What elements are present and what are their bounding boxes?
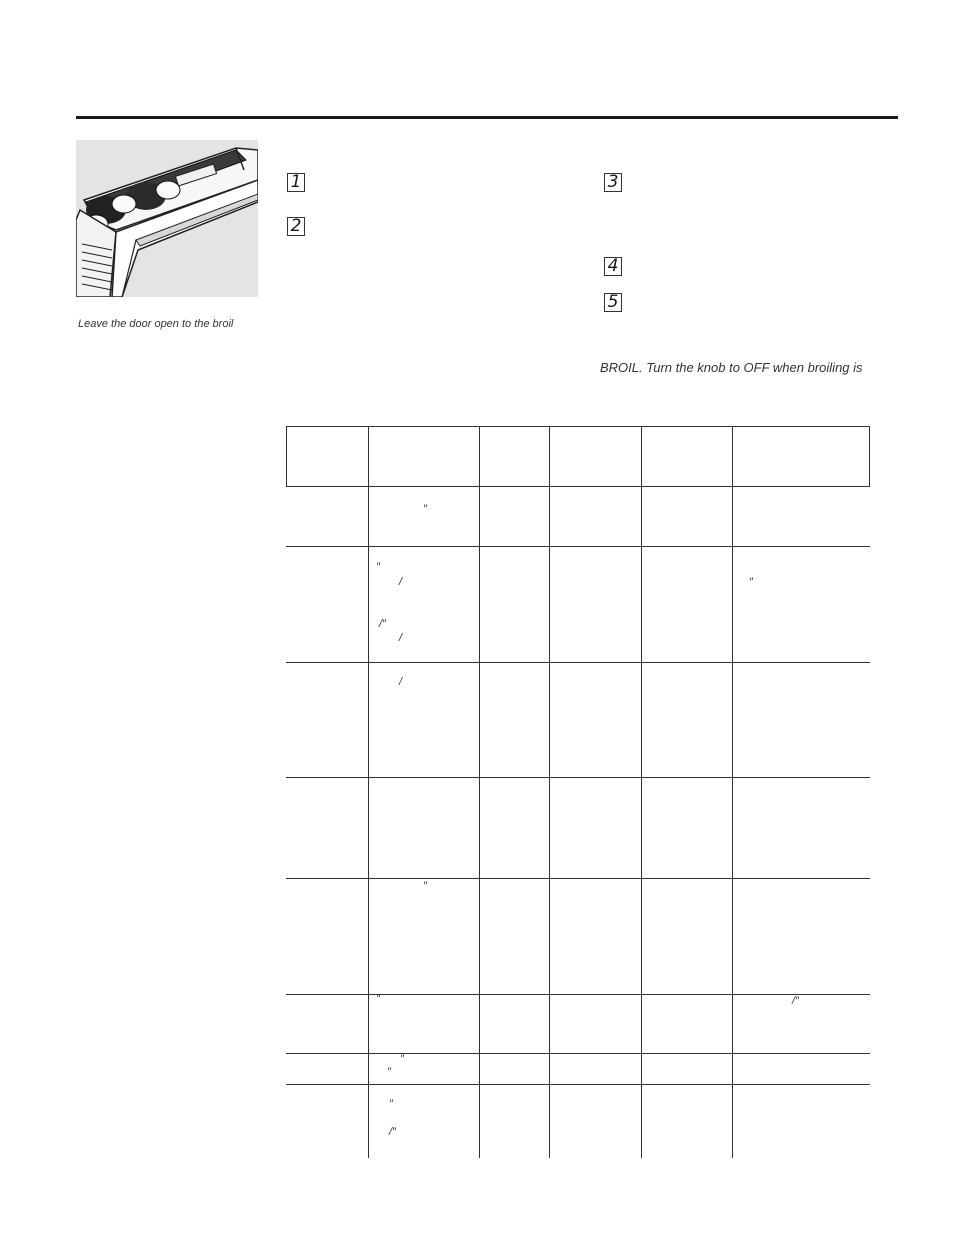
table-row-divider	[286, 878, 870, 879]
inch-mark: ″	[387, 1066, 391, 1078]
slash-inch-mark: /″	[389, 1126, 396, 1138]
slash-inch-mark: /″	[792, 995, 799, 1007]
table-row-divider	[286, 486, 870, 487]
table-row-divider	[286, 426, 870, 427]
table-row-divider	[286, 1084, 870, 1085]
broil-note: BROIL. Turn the knob to OFF when broiling is	[600, 360, 863, 375]
inch-mark: ″	[376, 561, 380, 573]
table-row-divider	[286, 1053, 870, 1054]
inch-mark: ″	[376, 993, 380, 1005]
table-column-divider	[549, 426, 550, 1158]
table-column-divider	[641, 426, 642, 1158]
slash-inch-mark: /″	[379, 618, 386, 630]
step-3-badge: 3	[604, 173, 622, 192]
table-column-divider	[368, 426, 369, 1158]
slash-mark: /	[399, 632, 403, 644]
inch-mark: ″	[423, 880, 427, 892]
step-5-badge: 5	[604, 293, 622, 312]
table-column-divider	[732, 426, 733, 1158]
step-2-badge: 2	[287, 217, 305, 236]
oven-door-illustration	[76, 140, 258, 297]
slash-mark: /	[399, 576, 403, 588]
table-column-divider	[286, 426, 287, 487]
step-4-badge: 4	[604, 257, 622, 276]
inch-mark: ″	[389, 1098, 393, 1110]
inch-mark: ″	[400, 1053, 404, 1065]
table-row-divider	[286, 546, 870, 547]
illustration-caption: Leave the door open to the broil	[78, 318, 234, 330]
header-rule	[76, 116, 898, 119]
inch-mark: ″	[423, 503, 427, 515]
table-row-divider	[286, 994, 870, 995]
table-row-divider	[286, 777, 870, 778]
step-1-badge: 1	[287, 173, 305, 192]
table-column-divider	[869, 426, 870, 487]
table-column-divider	[479, 426, 480, 1158]
inch-mark: ″	[749, 576, 753, 588]
slash-mark: /	[399, 676, 403, 688]
table-row-divider	[286, 662, 870, 663]
